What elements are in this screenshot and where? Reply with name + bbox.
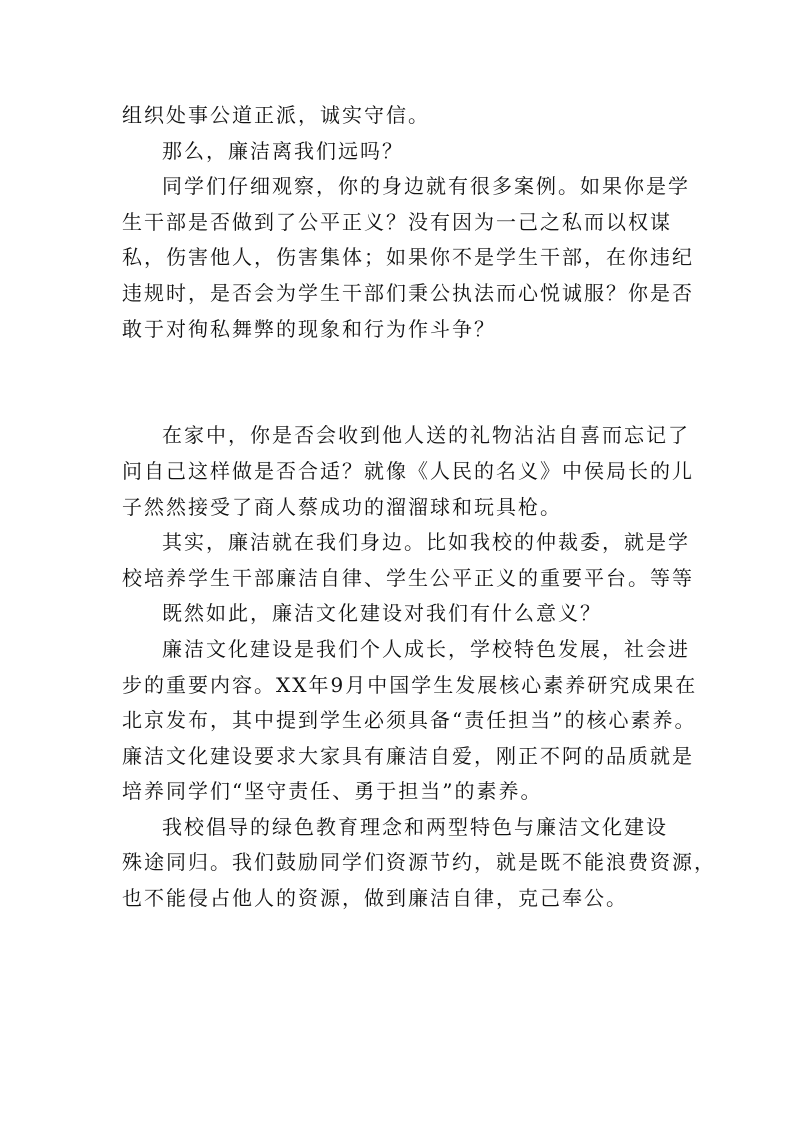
document-page [122,98,716,917]
text-line: 廉洁文化建设要求大家具有廉洁自爱，刚正不阿的品质就是 [122,743,694,768]
text-line: 步的重要内容。XX年9月中国学生发展核心素养研究成果在 [122,672,698,697]
paragraph-line: 其实，廉洁就在我们身边。比如我校的仲裁委，就是学 [162,530,690,555]
text-line: 校培养学生干部廉洁自律、学生公平正义的重要平台。等等 [122,565,694,590]
text-line: 殊途同归。我们鼓励同学们资源节约，就是既不能浪费资源， [122,850,716,875]
text-line: 私，伤害他人，伤害集体；如果你不是学生干部，在你违纪 [122,245,694,270]
text-line: 违规时，是否会为学生干部们秉公执法而心悦诚服？你是否 [122,280,694,305]
text-line: 培养同学们“坚守责任、勇于担当”的素养。 [122,779,543,804]
text-line: 子然然接受了商人蔡成功的溜溜球和玩具枪。 [122,494,562,519]
paragraph-line: 那么，廉洁离我们远吗？ [162,138,404,163]
text-line: 也不能侵占他人的资源，做到廉洁自律，克己奉公。 [122,886,628,911]
text-line: 敢于对徇私舞弊的现象和行为作斗争？ [122,316,496,341]
blank-gap [122,347,682,418]
paragraph-line: 我校倡导的绿色教育理念和两型特色与廉洁文化建设 [162,814,668,839]
paragraph-line: 廉洁文化建设是我们个人成长，学校特色发展，社会进 [162,636,690,661]
text-line: 北京发布，其中提到学生必须具备“责任担当”的核心素养。 [122,708,697,733]
text-line: 组织处事公道正派，诚实守信。 [122,103,430,127]
text-line: 问自己这样做是否合适？就像《人民的名义》中侯局长的儿 [122,458,694,483]
text-line: 生干部是否做到了公平正义？没有因为一己之私而以权谋 [122,209,672,234]
paragraph-line: 同学们仔细观察，你的身边就有很多案例。如果你是学 [162,174,690,199]
paragraph-line: 在家中，你是否会收到他人送的礼物沾沾自喜而忘记了 [162,423,690,448]
paragraph-line: 既然如此，廉洁文化建设对我们有什么意义？ [162,601,602,626]
